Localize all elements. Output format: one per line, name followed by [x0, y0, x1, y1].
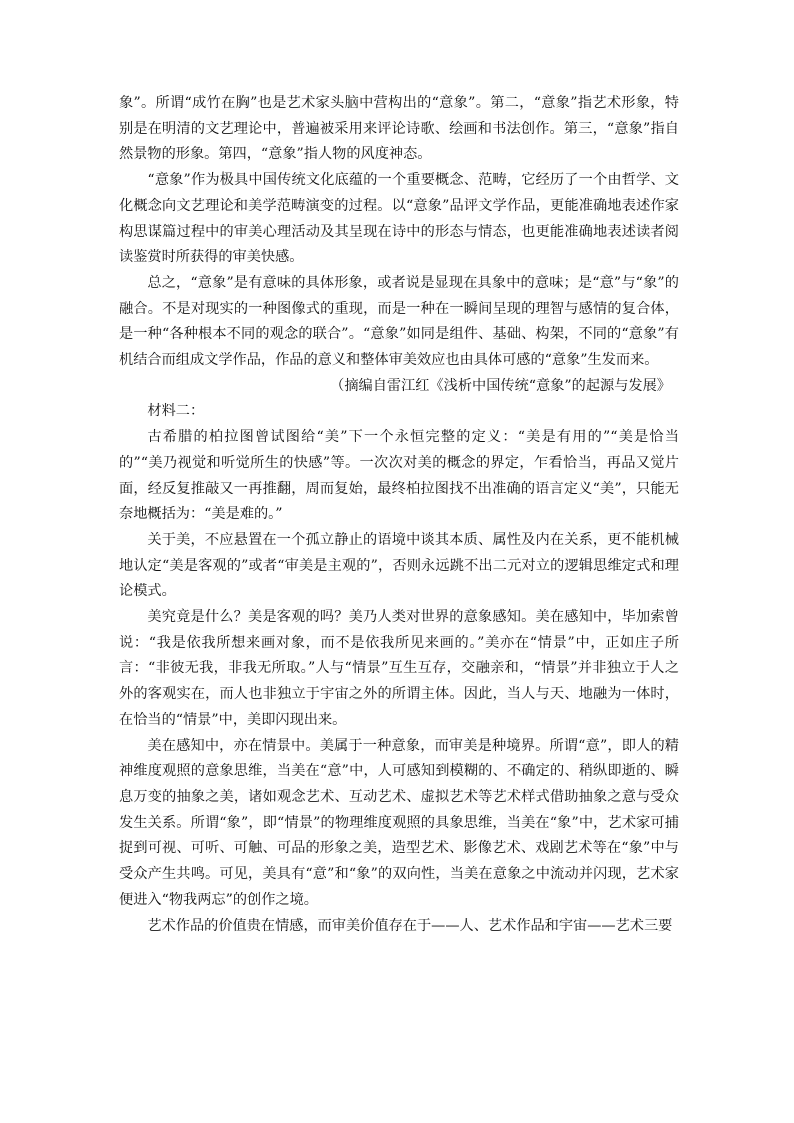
source-citation: （摘编自雷江红《浅析中国传统“意象”的起源与发展》 — [330, 377, 671, 394]
paragraph-beauty-in-perception: 美在感知中，亦在情景中。美属于一种意象，而审美是种境界。所谓“意”，即人的精神维度观照的意象思维，当美在“意”中，人可感知到模糊的、不确定的、稍纵即逝的、瞬息万变的抽象之美，诸如观念艺术、互动艺术、虚拟艺术等艺术样式借助抽象之意与受众发生关系。所谓“象”，即“情景”的物理维度观照的具象思维，当美在“象”中，艺术家可捕捉到可视、可听、可触、可品的形象之美，造型艺术、影像艺术、戏剧艺术等在“象”中与受众产生共鸣。可见，美具有“意”和“象”的双向性，当美在意象之中流动并闪现，艺术家便进入“物我两忘”的创作之境。 — [119, 737, 679, 908]
paragraph-yixiang-evolution: “意象”作为极具中国传统文化底蕴的一个重要概念、范畴，它经历了一个由哲学、文化概念向文艺理论和美学范畴演变的过程。以“意象”品评文学作品，更能准确地表述作家构思谋篇过程中的审美心理活动及其呈现在诗中的形态与情态，也更能准确地表述读者阅读鉴赏时所获得的审美快感。 — [119, 172, 679, 266]
document-page — [119, 91, 679, 939]
paragraph-what-is-beauty: 美究竟是什么？美是客观的吗？美乃人类对世界的意象感知。美在感知中，毕加索曾说：“我是依我所想来画对象，而不是依我所见来画的。”美亦在“情景”中，正如庄子所言：“非彼无我，非我无所取。”人与“情景”互生互存，交融亲和，“情景”并非独立于人之外的客观实在，而人也非独立于宇宙之外的所谓主体。因此，当人与天、地融为一体时，在恰当的“情景”中，美即闪现出来。 — [119, 609, 679, 728]
paragraph-artwork-value: 艺术作品的价值贵在情感，而审美价值存在于——人、艺术作品和宇宙——艺术三要 — [147, 917, 673, 934]
paragraph-meaning-of-yixiang: 象”。所谓“成竹在胸”也是艺术家头脑中营构出的“意象”。第二，“意象”指艺术形象，特别是在明清的文艺理论中，普遍被采用来评论诗歌、绘画和书法创作。第三，“意象”指自然景物的形象。第四，“意象”指人物的风度神态。 — [119, 95, 679, 163]
paragraph-plato-definition: 古希腊的柏拉图曾试图给“美”下一个永恒完整的定义：“美是有用的”“美是恰当的”“美乃视觉和听觉所生的快感”等。一次次对美的概念的界定，乍看恰当，再品又觉片面，经反复推敲又一再推翻，周而复始，最终柏拉图找不出准确的语言定义“美”，只能无奈地概括为：“美是难的。” — [119, 429, 679, 523]
paragraph-summary: 总之，“意象”是有意味的具体形象，或者说是显现在具象中的意味；是“意”与“象”的融合。不是对现实的一种图像式的重现，而是一种在一瞬间呈现的理智与感情的复合体，是一种“各种根本不同的观念的联合”。“意象”如同是组件、基础、构架，不同的“意象”有机结合而组成文学作品，作品的意义和整体审美效应也由具体可感的“意象”生发而来。 — [119, 274, 679, 369]
material-two-heading: 材料二： — [147, 403, 205, 420]
paragraph-about-beauty: 关于美，不应悬置在一个孤立静止的语境中谈其本质、属性及内在关系，更不能机械地认定“美是客观的”或者“审美是主观的”，否则永远跳不出二元对立的逻辑思维定式和理论模式。 — [119, 531, 679, 600]
